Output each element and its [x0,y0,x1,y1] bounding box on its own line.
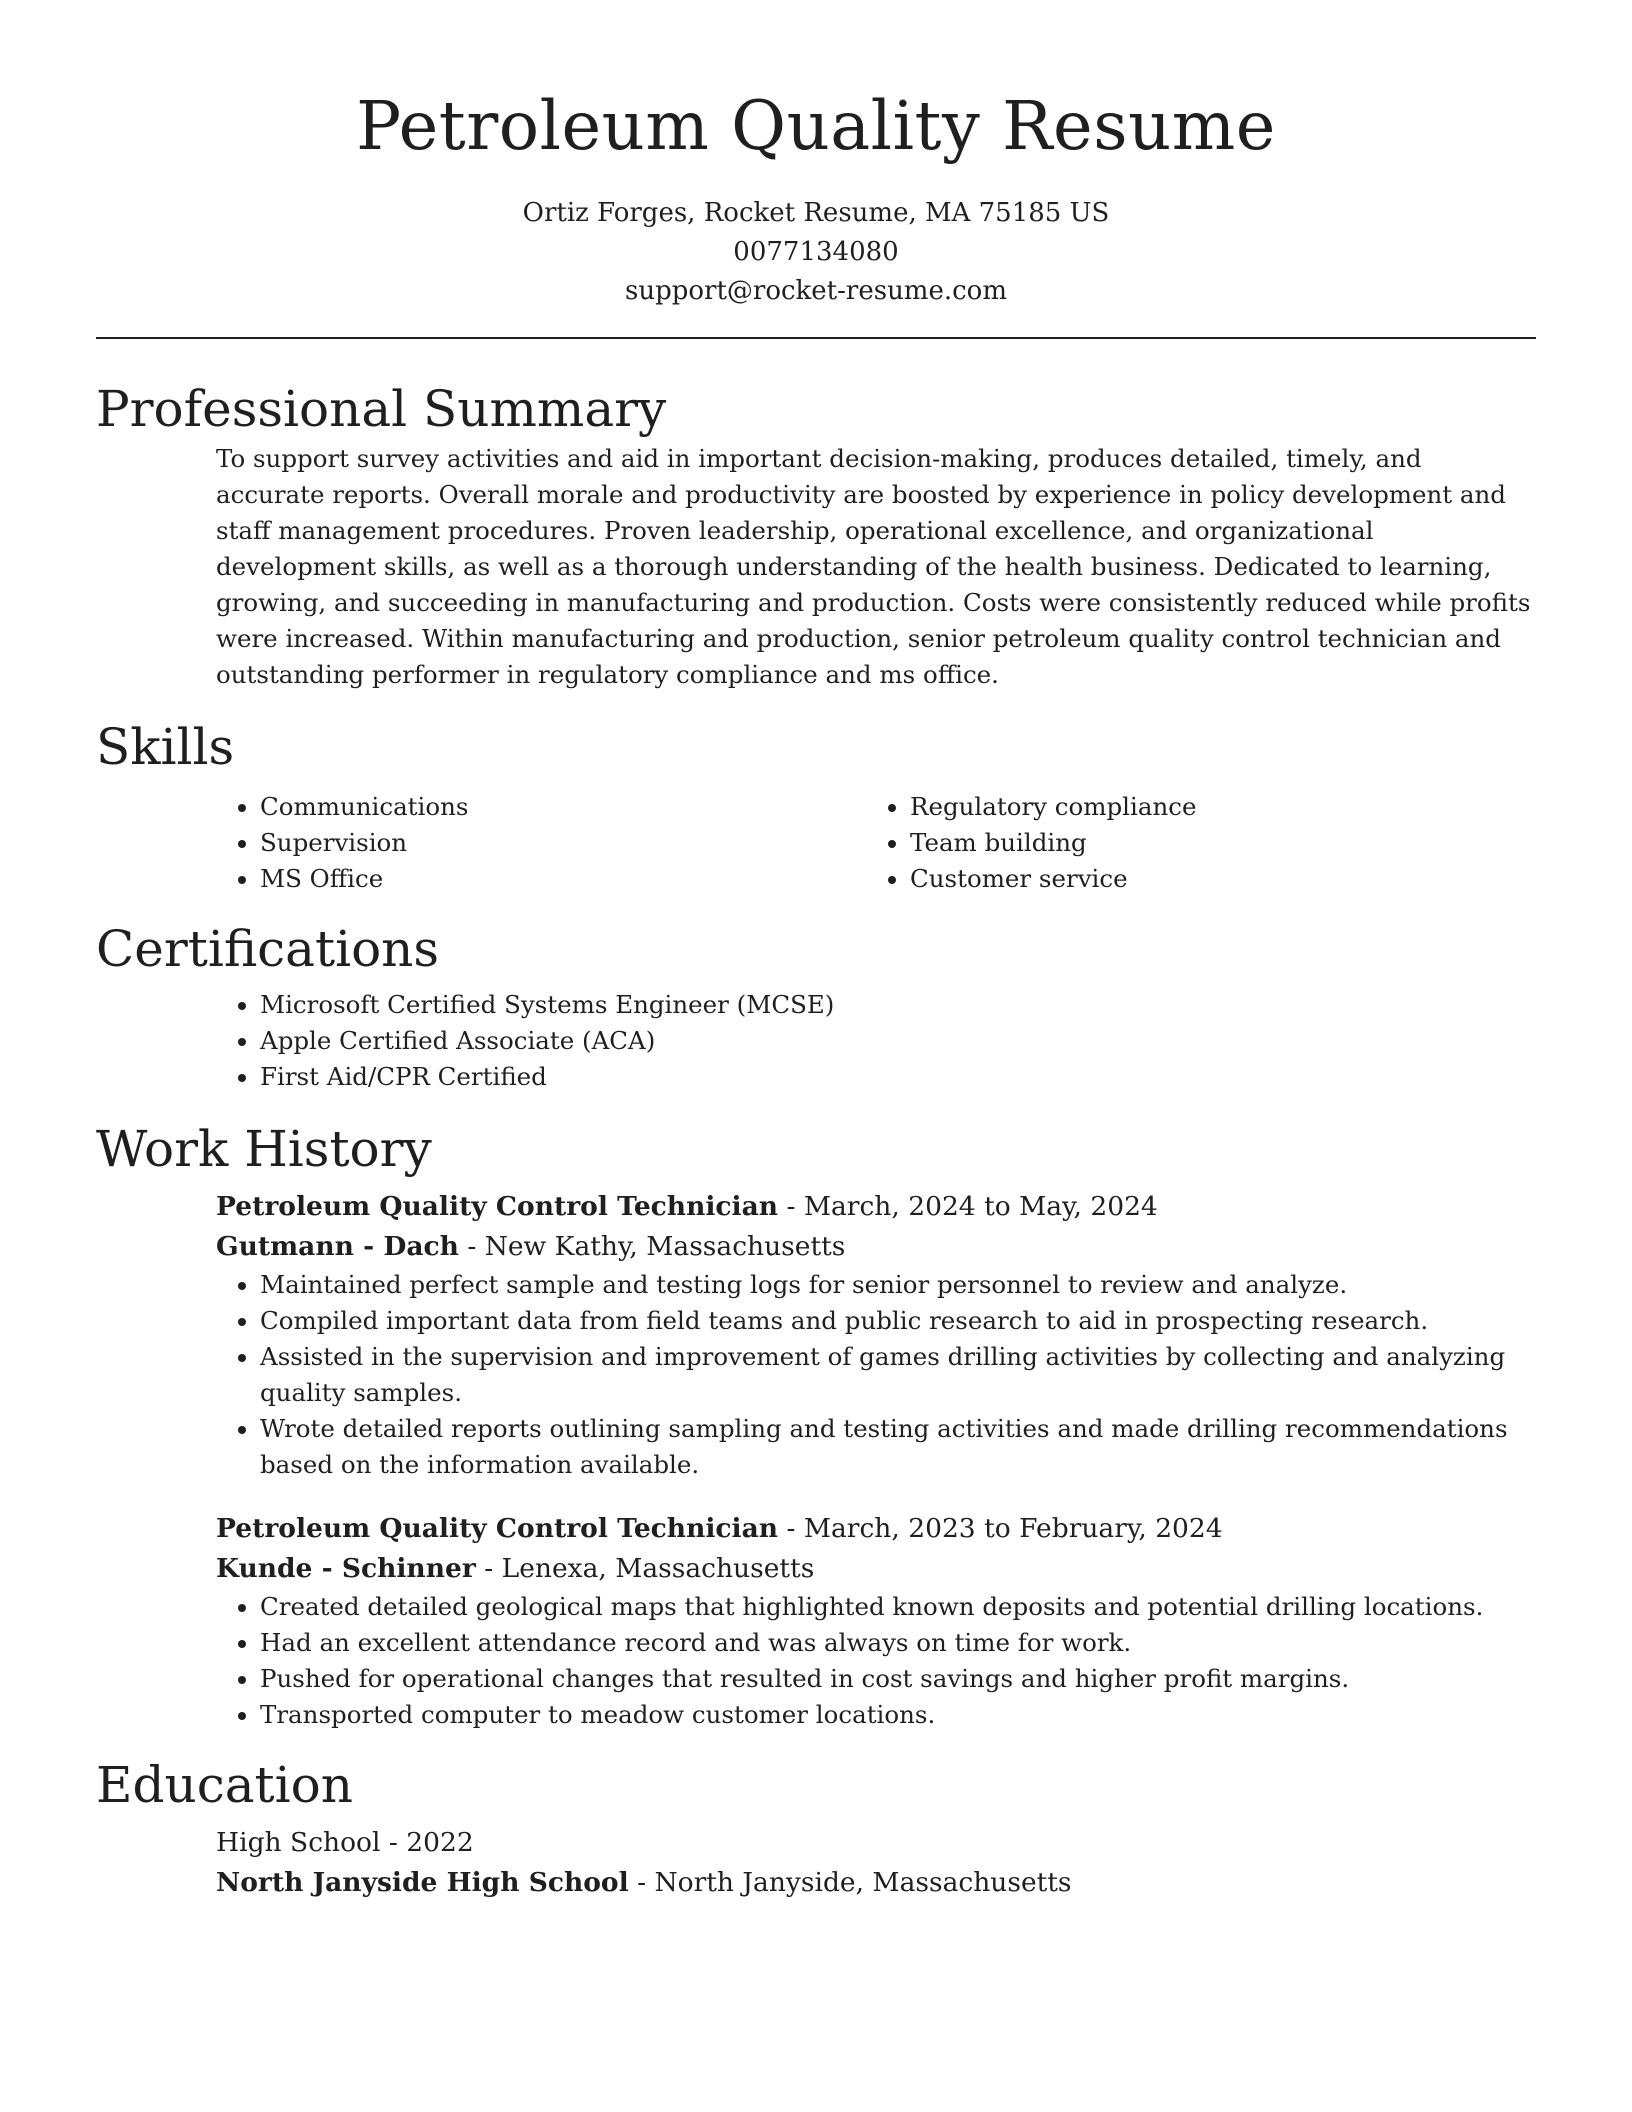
certifications-heading: Certifications [96,920,440,978]
job-role: Petroleum Quality Control Technician [216,1191,779,1222]
contact-address: Ortiz Forges, Rocket Resume, MA 75185 US [522,198,1110,228]
education-school: North Janyside High School [216,1867,629,1898]
skill-item: • Customer service [910,861,1516,897]
job-role: Petroleum Quality Control Technician [216,1513,779,1544]
summary-section [96,379,1536,693]
skills-column-right [866,789,1516,897]
job-duty-item: • Compiled important data from field teams and public research to aid in prospecting research. [260,1303,1536,1339]
job-company: Gutmann - Dach [216,1231,459,1262]
contact-block [96,194,1536,311]
education-entry [216,1823,1536,1903]
job-duties-list [216,1267,1536,1483]
contact-email: support@rocket-resume.com [624,276,1007,306]
education-school-line [216,1863,1536,1903]
work-history-heading: Work History [96,1120,432,1178]
education-degree-line [216,1823,1536,1863]
certification-item: • Microsoft Certified Systems Engineer (MCSE) [260,987,1536,1023]
job-company-line [216,1549,1536,1589]
summary-text: To support survey activities and aid in important decision-making, produces detailed, timely, and accurate reports. Overall morale and productivity are boosted by experience in policy development and staff management procedures. Proven leadership, operational excellence, and organizational development skills, as well as a thorough understanding of the health business. Dedicated to learning, growing, and succeeding in manufacturing and production. Costs were consistently reduced while profits were increased. Within manufacturing and production, senior petroleum quality control technician and outstanding performer in regulatory compliance and ms office. [216,444,1531,689]
certifications-list [216,987,1536,1095]
job-duty-item: • Assisted in the supervision and improvement of games drilling activities by collecting and analyzing quality samples. [260,1339,1536,1411]
header-divider [96,337,1536,339]
job-title-line [216,1509,1536,1549]
skill-item: • Team building [910,825,1516,861]
resume-page [96,0,1536,1903]
job-location: - Lenexa, Massachusetts [475,1553,815,1584]
job-duty-item: • Created detailed geological maps that highlighted known deposits and potential drilling locations. [260,1589,1536,1625]
work-history-section [96,1119,1536,1733]
job-entry [216,1187,1536,1483]
job-dates: - March, 2024 to May, 2024 [778,1191,1158,1222]
skill-item: • Supervision [260,825,866,861]
education-heading: Education [96,1756,353,1814]
education-location: - North Janyside, Massachusetts [628,1867,1072,1898]
education-degree: High School [216,1827,381,1858]
job-duty-item: • Maintained perfect sample and testing logs for senior personnel to review and analyze. [260,1267,1536,1303]
resume-title: Petroleum Quality Resume [356,87,1276,165]
job-location: - New Kathy, Massachusetts [458,1231,846,1262]
certification-item: • Apple Certified Associate (ACA) [260,1023,1536,1059]
certification-item: • First Aid/CPR Certified [260,1059,1536,1095]
job-duty-item: • Had an excellent attendance record and was always on time for work. [260,1625,1536,1661]
skills-heading: Skills [96,718,235,776]
certifications-body [216,987,1536,1095]
skills-section [96,717,1536,897]
education-year: - 2022 [380,1827,474,1858]
job-dates: - March, 2023 to February, 2024 [778,1513,1223,1544]
job-company-line [216,1227,1536,1267]
job-entry [216,1509,1536,1733]
skill-item: • Communications [260,789,866,825]
job-duty-item: • Pushed for operational changes that resulted in cost savings and higher profit margins. [260,1661,1536,1697]
skill-item: • MS Office [260,861,866,897]
education-section [96,1755,1536,1903]
job-duties-list [216,1589,1536,1733]
skills-column-left [216,789,866,897]
contact-phone: 0077134080 [733,237,899,267]
skills-list [216,789,1536,897]
certifications-section [96,919,1536,1095]
skill-item: • Regulatory compliance [910,789,1516,825]
job-duty-item: • Wrote detailed reports outlining sampling and testing activities and made drilling recommendations based on the information available. [260,1411,1536,1483]
job-duty-item: • Transported computer to meadow customer locations. [260,1697,1536,1733]
summary-heading: Professional Summary [96,380,667,438]
job-company: Kunde - Schinner [216,1553,476,1584]
resume-header [96,0,1536,311]
job-title-line [216,1187,1536,1227]
